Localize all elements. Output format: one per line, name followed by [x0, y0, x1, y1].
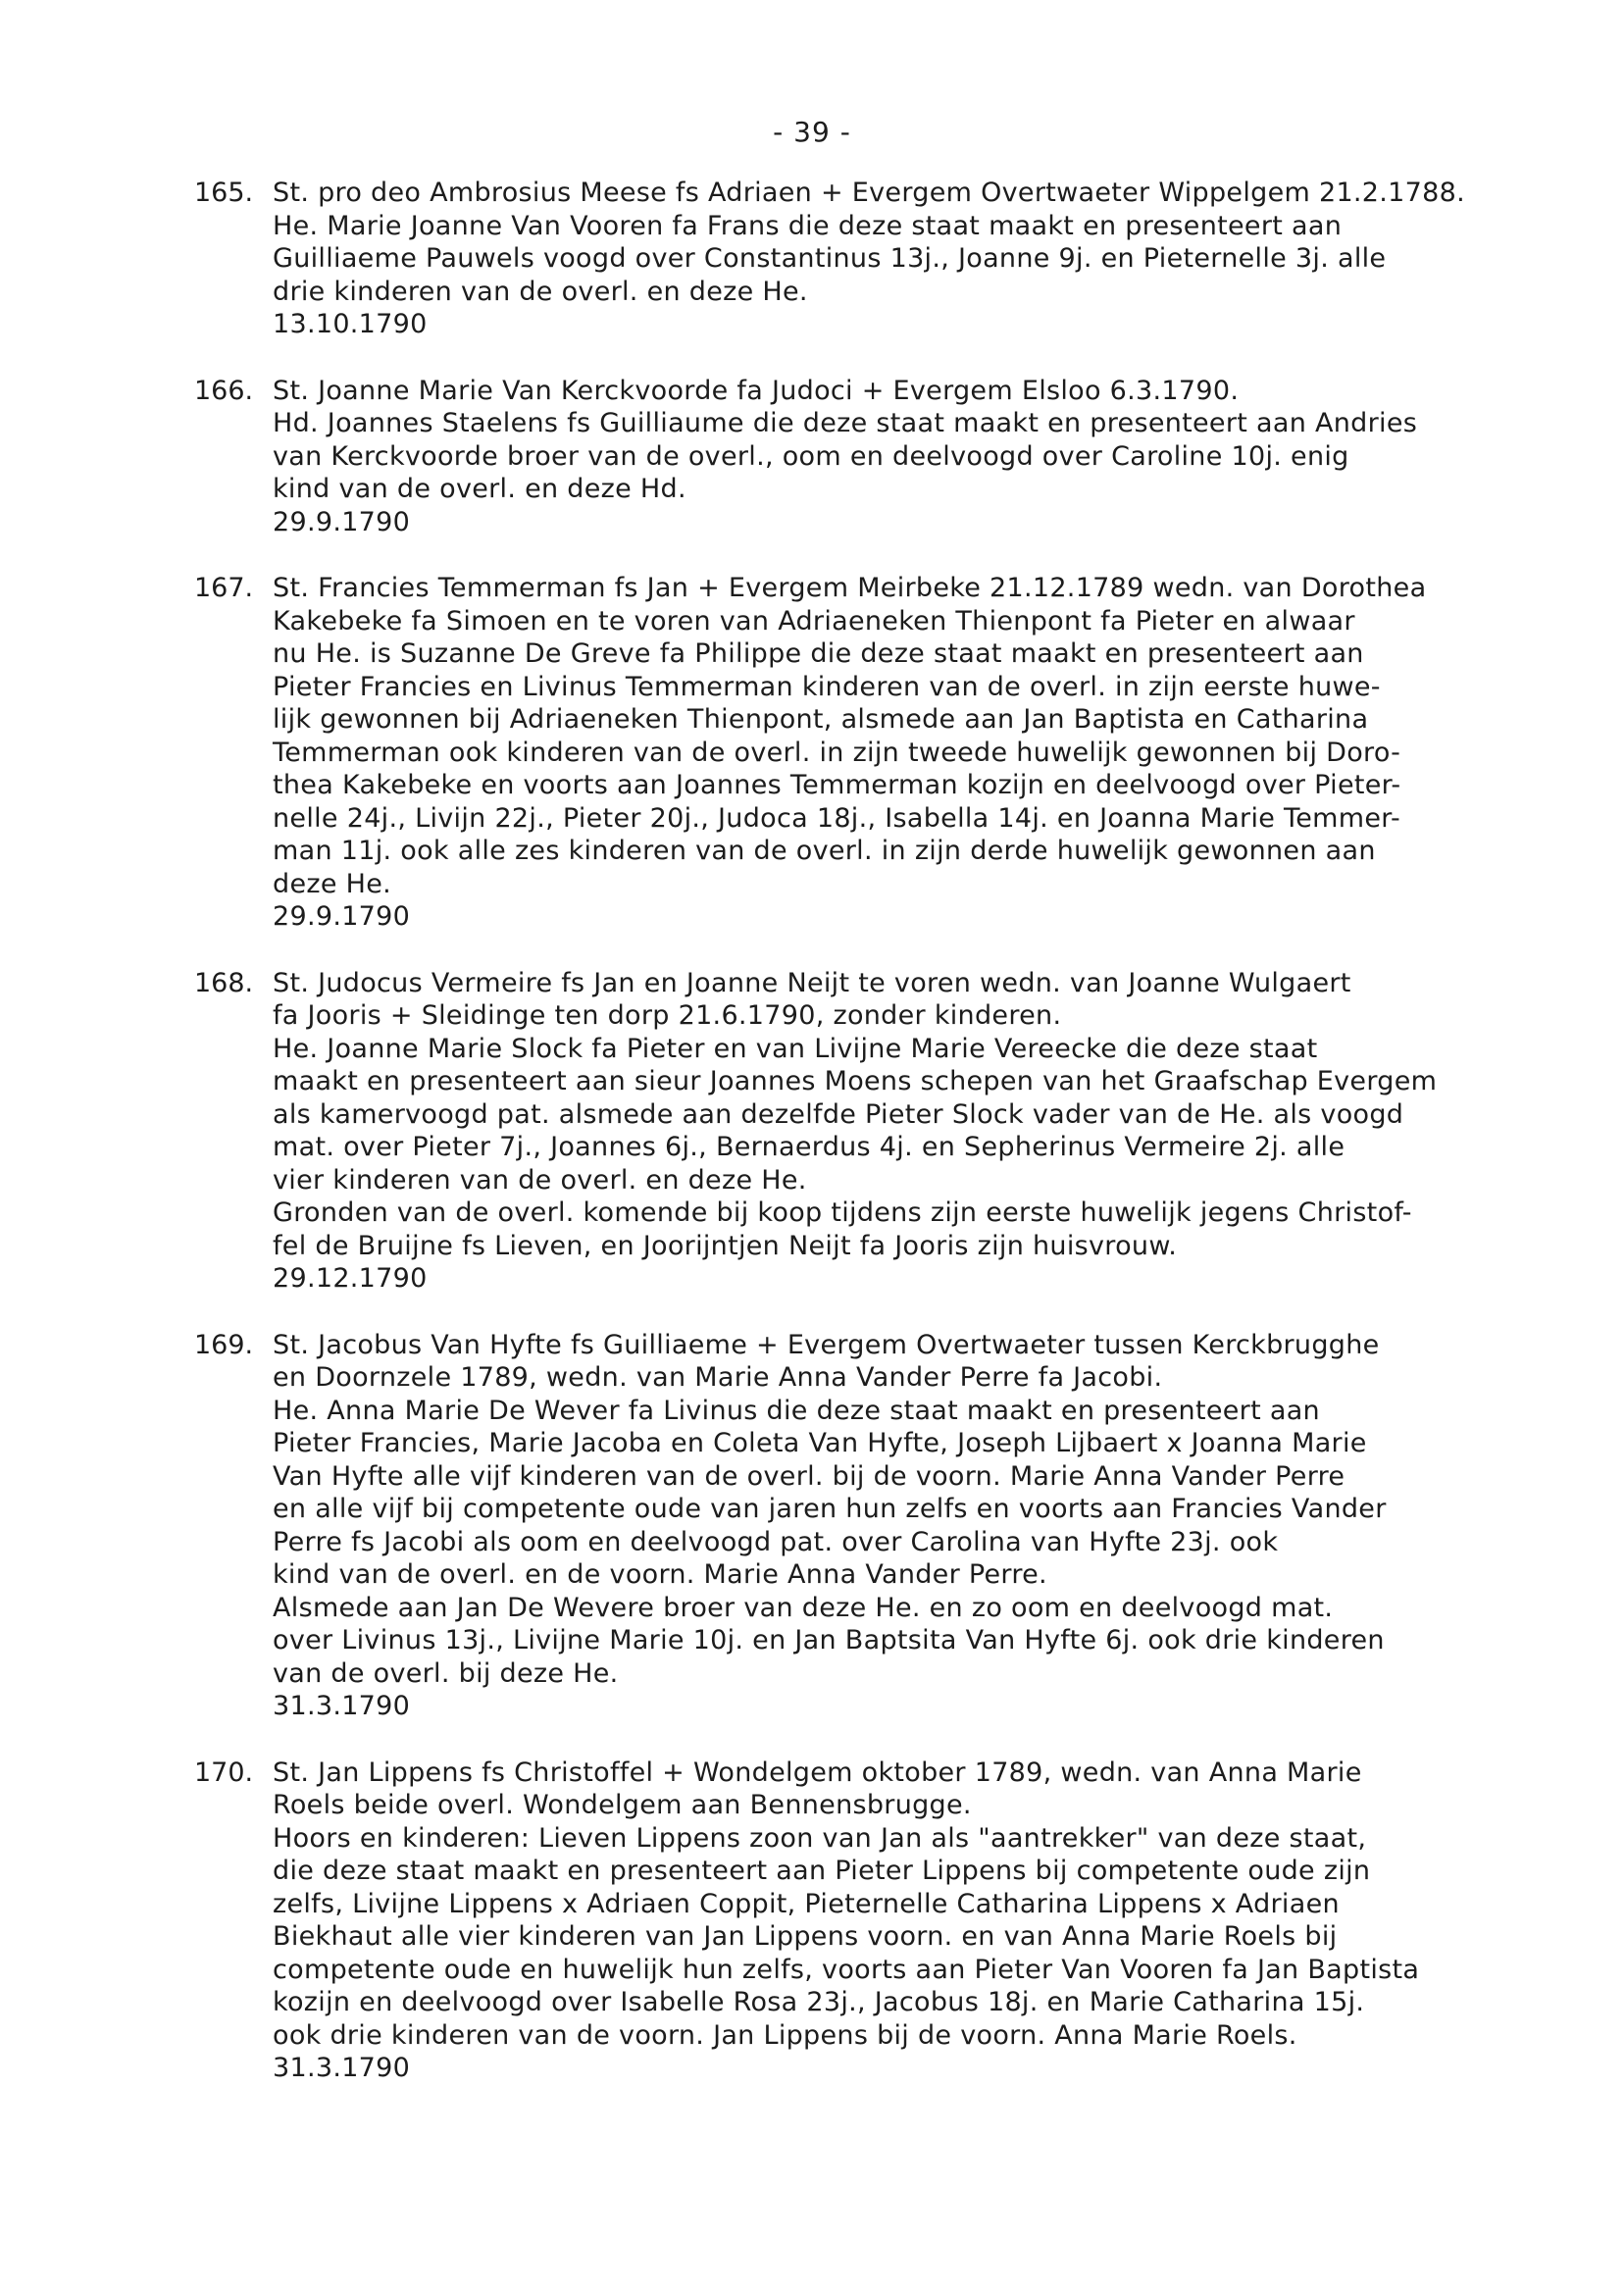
entry-line: Gronden van de overl. komende bij koop tijdens zijn eerste huwelijk jegens Christof- — [273, 1197, 1412, 1228]
entry-date: 29.12.1790 — [273, 1263, 428, 1294]
entry-line: Roels beide overl. Wondelgem aan Bennensbrugge. — [273, 1790, 972, 1820]
entry-line: Biekhaut alle vier kinderen van Jan Lippens voorn. en van Anna Marie Roels bij — [273, 1921, 1338, 1952]
entry-date: 13.10.1790 — [273, 309, 428, 339]
entry-body — [273, 967, 1587, 1296]
entry-number: 168. — [194, 967, 254, 998]
entry-date: 31.3.1790 — [273, 1691, 411, 1721]
entry-line: St. Jan Lippens fs Christoffel + Wondelgem oktober 1789, wedn. van Anna Marie — [273, 1756, 1362, 1788]
entry-body — [273, 1329, 1587, 1723]
entry-body — [273, 1756, 1587, 2085]
entry-line: He. Anna Marie De Wever fa Livinus die deze staat maakt en presenteert aan — [273, 1395, 1320, 1426]
entry-number: 169. — [194, 1329, 254, 1360]
entry-line: lijk gewonnen bij Adriaeneken Thienpont, alsmede aan Jan Baptista en Catharina — [273, 704, 1369, 735]
entries-list — [194, 177, 1587, 2118]
entry-line: kind van de overl. en de voorn. Marie Anna Vander Perre. — [273, 1559, 1047, 1590]
entry — [194, 375, 1587, 539]
entry — [194, 967, 1587, 1296]
entry-line: thea Kakebeke en voorts aan Joannes Temmerman kozijn en deelvoogd over Pieter- — [273, 770, 1401, 800]
entry-line: Hoors en kinderen: Lieven Lippens zoon van Jan als "aantrekker" van deze staat, — [273, 1822, 1367, 1854]
entry-line: St. Francies Temmerman fs Jan + Evergem Meirbeke 21.12.1789 wedn. van Dorothea — [273, 573, 1427, 603]
entry-number: 170. — [194, 1756, 254, 1788]
entry-line: competente oude en huwelijk hun zelfs, voorts aan Pieter Van Vooren fa Jan Baptista — [273, 1954, 1420, 1985]
entry-line: nelle 24j., Livijn 22j., Pieter 20j., Judoca 18j., Isabella 14j. en Joanna Marie Temmer- — [273, 802, 1400, 834]
entry — [194, 572, 1587, 934]
entry-body — [273, 572, 1587, 934]
entry-line: man 11j. ook alle zes kinderen van de overl. in zijn derde huwelijk gewonnen aan — [273, 836, 1376, 866]
entry-line: als kamervoogd pat. alsmede aan dezelfde Pieter Slock vader van de He. als voogd — [273, 1098, 1404, 1130]
page-number: - 39 - — [773, 116, 851, 148]
entry-line: mat. over Pieter 7j., Joannes 6j., Bernaerdus 4j. en Sepherinus Vermeire 2j. alle — [273, 1132, 1345, 1162]
entry-number: 165. — [194, 178, 254, 208]
entry-line: van de overl. bij deze He. — [273, 1657, 619, 1689]
entry — [194, 1756, 1587, 2085]
entry-line: ook drie kinderen van de voorn. Jan Lippens bij de voorn. Anna Marie Roels. — [273, 2019, 1297, 2051]
entry-line: Van Hyfte alle vijf kinderen van de overl. bij de voorn. Marie Anna Vander Perre — [273, 1460, 1345, 1492]
entry-line: fel de Bruijne fs Lieven, en Joorijntjen Neijt fa Jooris zijn huisvrouw. — [273, 1230, 1178, 1261]
entry-line: vier kinderen van de overl. en deze He. — [273, 1164, 807, 1196]
entry-line: Temmerman ook kinderen van de overl. in zijn tweede huwelijk gewonnen bij Doro- — [273, 737, 1401, 768]
entry-number: 166. — [194, 375, 254, 406]
entry-line: Pieter Francies en Livinus Temmerman kinderen van de overl. in zijn eerste huwe- — [273, 671, 1381, 702]
entry-line: Guilliaeme Pauwels voogd over Constantinus 13j., Joanne 9j. en Pieternelle 3j. alle — [273, 243, 1387, 274]
entry-line: He. Joanne Marie Slock fa Pieter en van Livijne Marie Vereecke die deze staat — [273, 1033, 1318, 1064]
entry-line: nu He. is Suzanne De Greve fa Philippe die deze staat maakt en presenteert aan — [273, 638, 1364, 669]
entry-line: fa Jooris + Sleidinge ten dorp 21.6.1790, zonder kinderen. — [273, 1000, 1062, 1031]
entry-line: St. Judocus Vermeire fs Jan en Joanne Neijt te voren wedn. van Joanne Wulgaert — [273, 967, 1351, 998]
entry-line: over Livinus 13j., Livijne Marie 10j. en Jan Baptsita Van Hyfte 6j. ook drie kinderen — [273, 1625, 1385, 1655]
entry-line: Alsmede aan Jan De Wevere broer van deze He. en zo oom en deelvoogd mat. — [273, 1592, 1334, 1623]
entry-line: Hd. Joannes Staelens fs Guilliaume die deze staat maakt en presenteert aan Andries — [273, 408, 1418, 438]
entry-line: St. Jacobus Van Hyfte fs Guilliaeme + Evergem Overtwaeter tussen Kerckbrugghe — [273, 1329, 1380, 1360]
entry — [194, 177, 1587, 341]
entry-body — [273, 177, 1587, 341]
entry-line: maakt en presenteert aan sieur Joannes Moens schepen van het Graafschap Evergem — [273, 1066, 1438, 1096]
entry-line: kozijn en deelvoogd over Isabelle Rosa 23j., Jacobus 18j. en Marie Catharina 15j. — [273, 1987, 1365, 2017]
entry-date: 29.9.1790 — [273, 901, 411, 932]
entry-line: Perre fs Jacobi als oom en deelvoogd pat. over Carolina van Hyfte 23j. ook — [273, 1526, 1279, 1557]
entry-line: St. Joanne Marie Van Kerckvoorde fa Judoci + Evergem Elsloo 6.3.1790. — [273, 375, 1240, 406]
entry-line: deze He. — [273, 868, 392, 899]
entry-line: en alle vijf bij competente oude van jaren hun zelfs en voorts aan Francies Vander — [273, 1494, 1387, 1524]
entry-body — [273, 375, 1587, 539]
entry-date: 31.3.1790 — [273, 2053, 411, 2083]
entry-line: van Kerckvoorde broer van de overl., oom en deelvoogd over Caroline 10j. enig — [273, 440, 1349, 472]
entry — [194, 1329, 1587, 1723]
entry-line: Kakebeke fa Simoen en te voren van Adriaeneken Thienpont fa Pieter en alwaar — [273, 605, 1355, 636]
entry-line: He. Marie Joanne Van Vooren fa Frans die deze staat maakt en presenteert aan — [273, 210, 1343, 241]
entry-line: Pieter Francies, Marie Jacoba en Coleta Van Hyfte, Joseph Lijbaert x Joanna Marie — [273, 1428, 1367, 1458]
entry-line: drie kinderen van de overl. en deze He. — [273, 276, 808, 307]
entry-line: zelfs, Livijne Lippens x Adriaen Coppit, Pieternelle Catharina Lippens x Adriaen — [273, 1888, 1340, 1919]
entry-line: en Doornzele 1789, wedn. van Marie Anna Vander Perre fa Jacobi. — [273, 1362, 1163, 1393]
entry-line: St. pro deo Ambrosius Meese fs Adriaen + Evergem Overtwaeter Wippelgem 21.2.1788. — [273, 178, 1465, 208]
entry-line: die deze staat maakt en presenteert aan Pieter Lippens bij competente oude zijn — [273, 1856, 1371, 1886]
entry-date: 29.9.1790 — [273, 506, 411, 537]
entry-number: 167. — [194, 573, 254, 603]
entry-line: kind van de overl. en deze Hd. — [273, 474, 686, 504]
